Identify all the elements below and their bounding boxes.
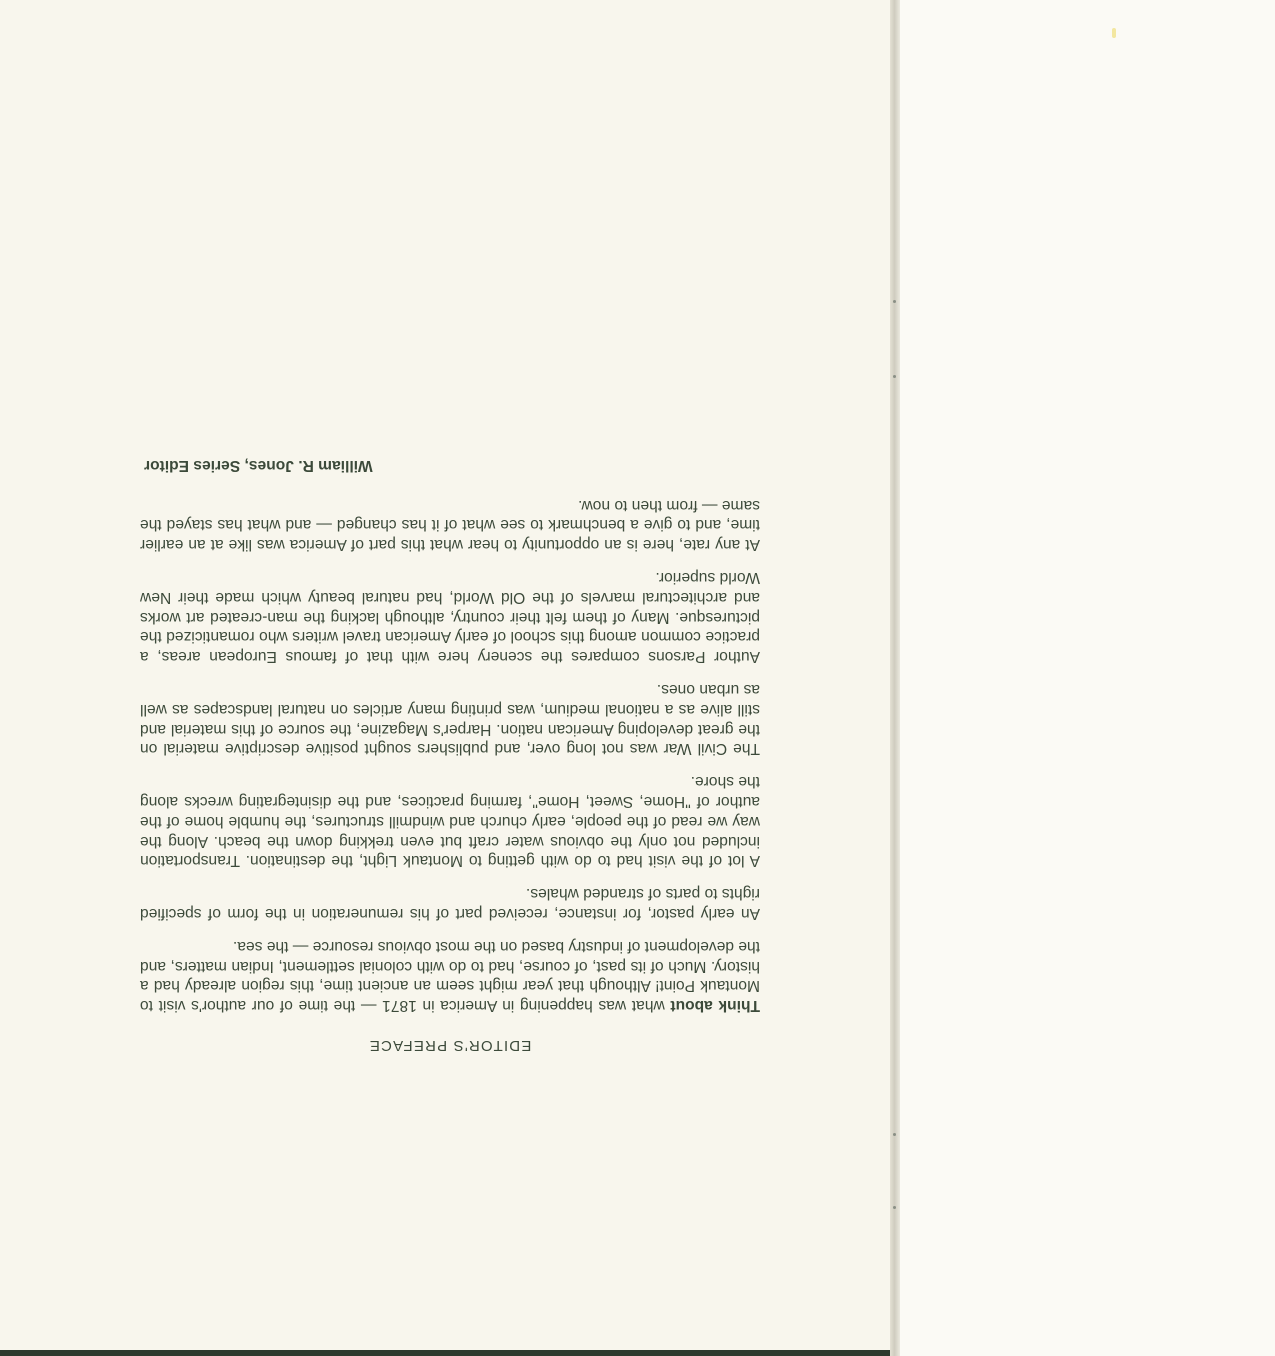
preface-paragraph-1-text: what was happening in America in 1871 — the time of our author's visit to Montauk Point! Although that year might seem an ancient time, this region already had a history. Much of its past, of course, had to do with colonial settlement, Indian matters, and the development of industry based on the most obvious resource — the sea. bbox=[140, 937, 760, 1015]
binding-mark bbox=[893, 1206, 896, 1209]
binding-mark bbox=[893, 1133, 896, 1136]
preface-paragraph-5: Author Parsons compares the scenery here with that of famous European areas, a practice common among this school of early American travel writers who romanticized the picturesque. Many of them felt their country, although lacking the man-created art works and architectural marvels of the Old World, had natural beauty which made their New World superior. bbox=[140, 568, 760, 666]
binding-mark bbox=[893, 375, 896, 378]
right-page-blank bbox=[900, 0, 1275, 1356]
editors-preface-text-block bbox=[140, 455, 760, 1055]
preface-paragraph-4: The Civil War was not long over, and publishers sought positive descriptive material on the great developing American nation. Harper's Magazine, the source of this material and still alive as a national medium, was printing many articles on natural landscapes as well as urban ones. bbox=[140, 680, 760, 758]
preface-paragraph-6: At any rate, here is an opportunity to hear what this part of America was like at an earlier time, and to give a benchmark to see what of it has changed — and what has stayed the same — from then to now. bbox=[140, 496, 760, 554]
preface-title: EDITOR'S PREFACE bbox=[368, 1036, 532, 1054]
preface-paragraph-3: A lot of the visit had to do with getting to Montauk Light, the destination. Transportation included not only the obvious water craft but even trekking down the beach. Along the way we read of the people, early church and windmill structures, the humble home of the author of "Home, Sweet, Home", farming practices, and the disintegrating wrecks along the shore. bbox=[140, 773, 760, 870]
paper-spot bbox=[1112, 28, 1116, 38]
preface-paragraph-2: An early pastor, for instance, received part of his remuneration in the form of specified rights to parts of stranded whales. bbox=[140, 885, 760, 922]
preface-paragraph-1 bbox=[140, 936, 760, 1015]
binding-mark bbox=[893, 300, 896, 303]
page-bottom-edge bbox=[0, 1350, 894, 1356]
editor-signature: William R. Jones, Series Editor bbox=[144, 456, 373, 474]
preface-lead-words: Think about bbox=[670, 997, 760, 1015]
book-gutter bbox=[890, 0, 900, 1356]
